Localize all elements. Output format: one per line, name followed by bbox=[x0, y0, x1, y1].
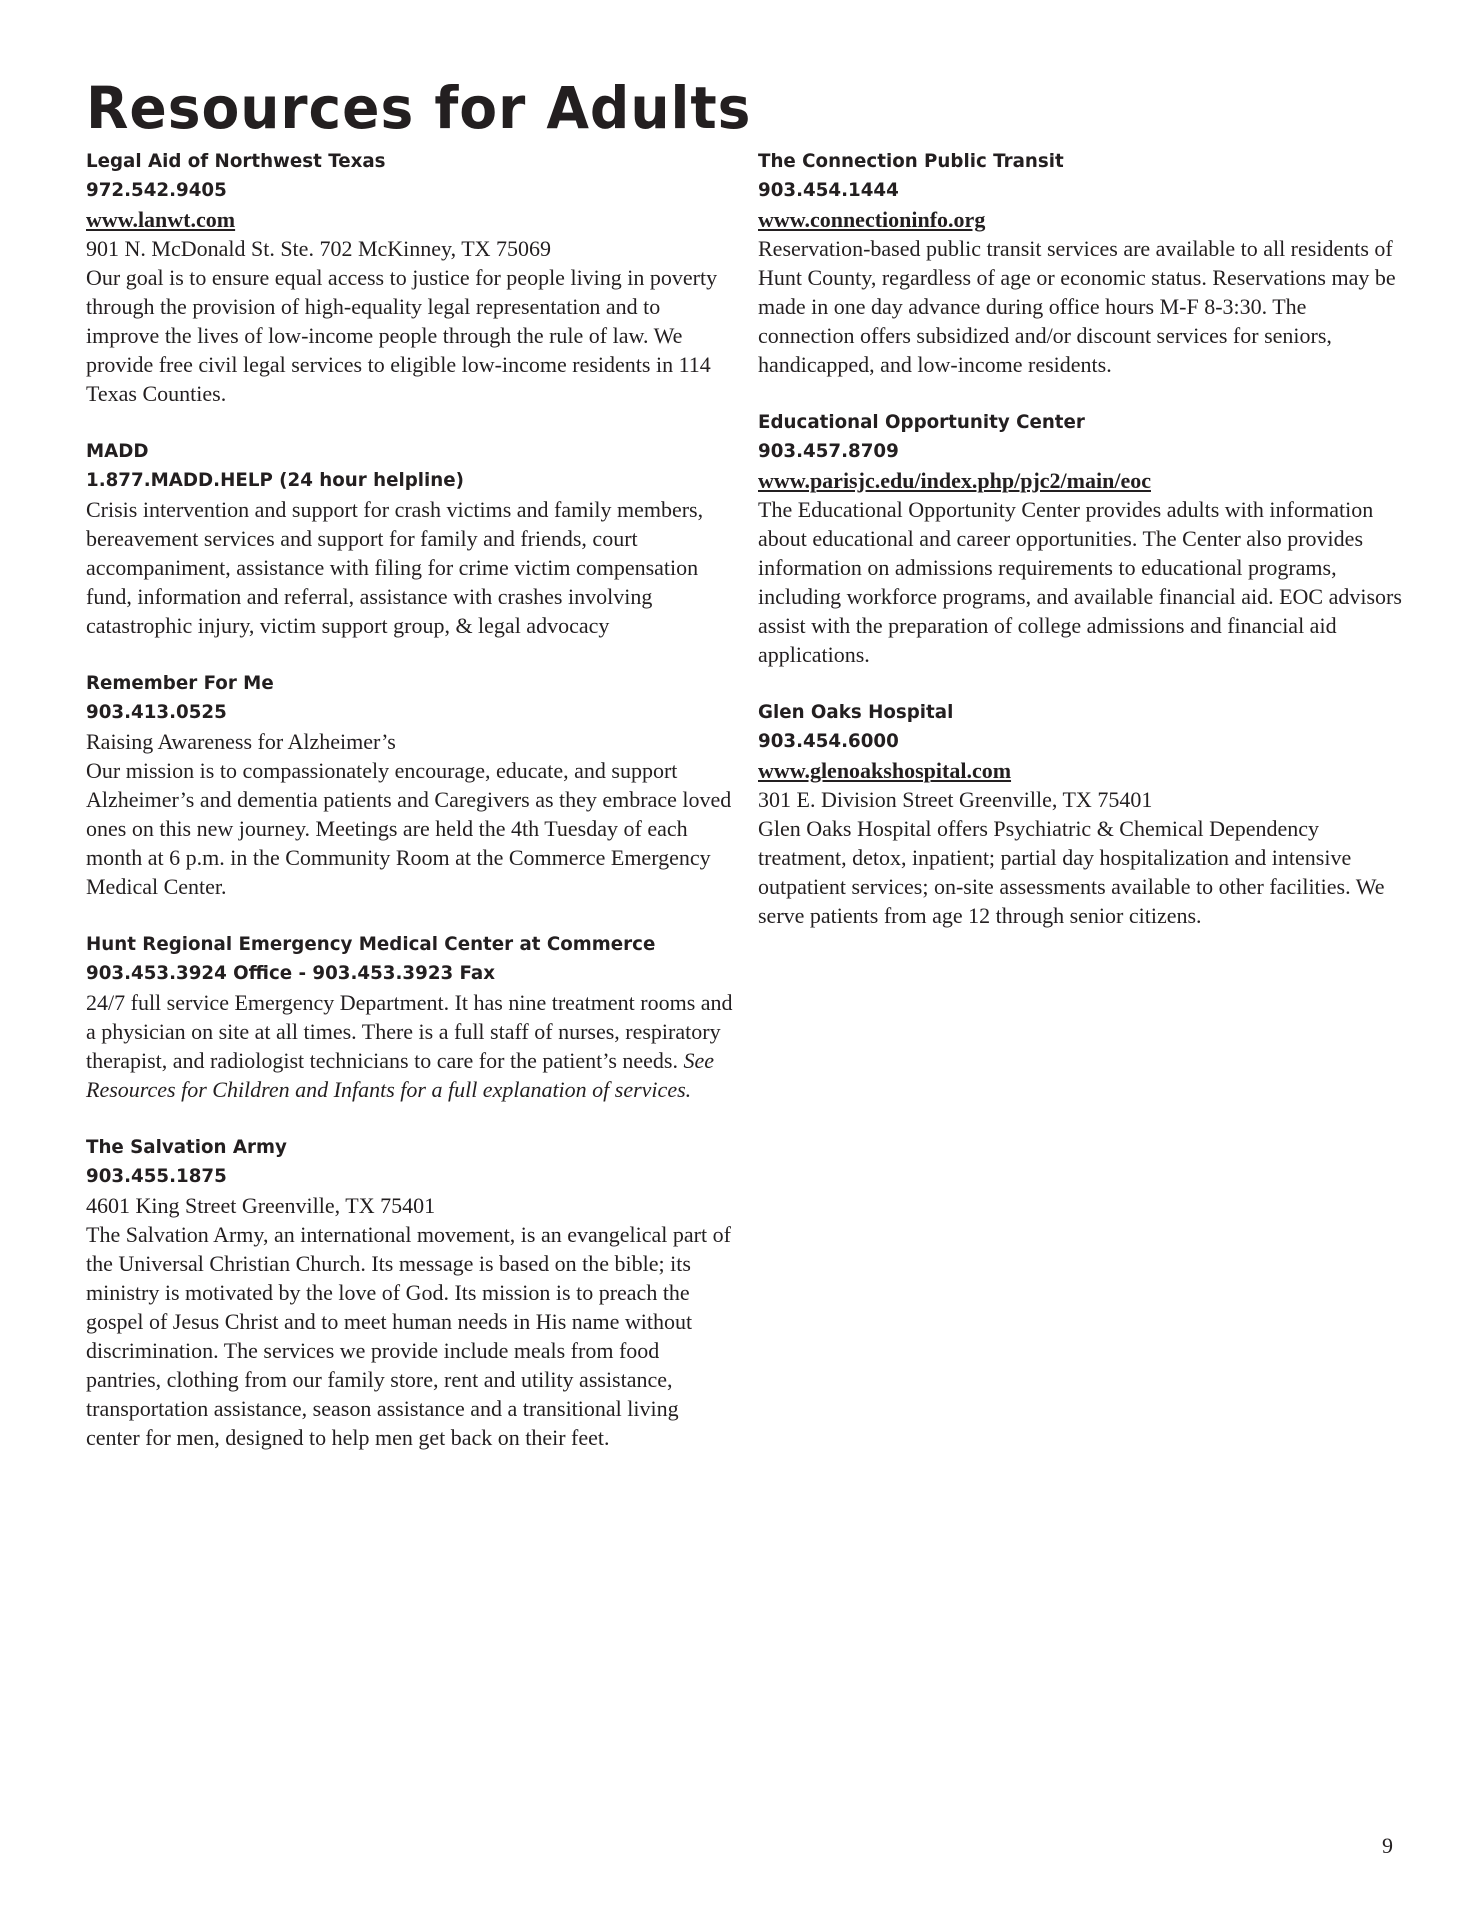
entry-phone: 903.454.6000 bbox=[758, 730, 899, 752]
entry-phone: 903.453.3924 Office - 903.453.3923 Fax bbox=[86, 962, 496, 984]
entry-website-link[interactable]: www.connectioninfo.org bbox=[758, 207, 986, 232]
entry-description: Our mission is to compassionately encourage, educate, and support Alzheimer’s and dementia patients and Caregivers as they embrace loved ones on this new journey. Meetings are held the 4th Tuesday of each month at 6 p.m. in the Community Room at the Commerce Emergency Medical Center. bbox=[86, 758, 732, 899]
entry-phone: 1.877.MADD.HELP (24 hour helpline) bbox=[86, 469, 464, 491]
entry-description: Our goal is to ensure equal access to justice for people living in poverty through the provision of high-equality legal representation and to improve the lives of low-income people through the rule of law. We provide free civil legal services to eligible low-income residents in 114 Texas Counties. bbox=[86, 265, 718, 406]
entry-remember-for-me bbox=[86, 669, 736, 901]
entry-name: Educational Opportunity Center bbox=[758, 411, 1085, 433]
entry-salvation-army bbox=[86, 1133, 736, 1452]
entry-name: The Salvation Army bbox=[86, 1136, 287, 1158]
entry-website-link[interactable]: www.parisjc.edu/index.php/pjc2/main/eoc bbox=[758, 468, 1151, 493]
right-column bbox=[758, 147, 1408, 959]
entry-description: Glen Oaks Hospital offers Psychiatric & Chemical Dependency treatment, detox, inpatient; partial day hospitalization and intensive outpatient services; on-site assessments available to other facilities. We serve patients from age 12 through senior citizens. bbox=[758, 816, 1385, 928]
entry-address: 301 E. Division Street Greenville, TX 75401 bbox=[758, 787, 1153, 812]
page-title: Resources for Adults bbox=[86, 74, 752, 142]
entry-madd bbox=[86, 437, 736, 640]
description-text: 24/7 full service Emergency Department. It has nine treatment rooms and a physician on site at all times. There is a full staff of nurses, respiratory therapist, and radiologist technicians to care for the patient’s needs. bbox=[86, 990, 733, 1073]
entry-phone: 903.455.1875 bbox=[86, 1165, 227, 1187]
entry-name: Glen Oaks Hospital bbox=[758, 701, 954, 723]
entry-description bbox=[86, 988, 736, 1104]
left-column bbox=[86, 147, 736, 1481]
entry-hunt-regional bbox=[86, 930, 736, 1104]
entry-name: Legal Aid of Northwest Texas bbox=[86, 150, 386, 172]
entry-phone: 903.457.8709 bbox=[758, 440, 899, 462]
entry-name: MADD bbox=[86, 440, 149, 462]
entry-website-link[interactable]: www.lanwt.com bbox=[86, 207, 236, 232]
entry-address: 4601 King Street Greenville, TX 75401 bbox=[86, 1193, 436, 1218]
entry-legal-aid bbox=[86, 147, 736, 408]
entry-website-link[interactable]: www.glenoakshospital.com bbox=[758, 758, 1012, 783]
entry-glen-oaks bbox=[758, 698, 1408, 930]
entry-description: The Educational Opportunity Center provides adults with information about educational and career opportunities. The Center also provides information on admissions requirements to educational programs, including workforce programs, and available financial aid. EOC advisors assist with the preparation of college admissions and financial aid applications. bbox=[758, 497, 1402, 667]
description-note: See Resources for Children and Infants for a full explanation of services. bbox=[86, 1048, 715, 1102]
page-number: 9 bbox=[1382, 1833, 1393, 1858]
entry-name: Hunt Regional Emergency Medical Center at Commerce bbox=[86, 933, 656, 955]
entry-phone: 972.542.9405 bbox=[86, 179, 227, 201]
entry-description: Reservation-based public transit services are available to all residents of Hunt County, regardless of age or economic status. Reservations may be made in one day advance during office hours M-F 8-3:30. The connection offers subsidized and/or discount services for seniors, handicapped, and low-income residents. bbox=[758, 236, 1396, 377]
entry-address: 901 N. McDonald St. Ste. 702 McKinney, TX 75069 bbox=[86, 236, 552, 261]
entry-description: The Salvation Army, an international movement, is an evangelical part of the Universal Christian Church. Its message is based on the bible; its ministry is motivated by the love of God. Its mission is to preach the gospel of Jesus Christ and to meet human needs in His name without discrimination. The services we provide include meals from food pantries, clothing from our family store, rent and utility assistance, transportation assistance, season assistance and a transitional living center for men, designed to help men get back on their feet. bbox=[86, 1222, 731, 1450]
entry-name: The Connection Public Transit bbox=[758, 150, 1064, 172]
entry-description: Crisis intervention and support for crash victims and family members, bereavement services and support for family and friends, court accompaniment, assistance with filing for crime victim compensation fund, information and referral, assistance with crashes involving catastrophic injury, victim support group, & legal advocacy bbox=[86, 497, 704, 638]
entry-name: Remember For Me bbox=[86, 672, 274, 694]
entry-phone: 903.454.1444 bbox=[758, 179, 899, 201]
entry-tagline: Raising Awareness for Alzheimer’s bbox=[86, 729, 396, 754]
entry-eoc bbox=[758, 408, 1408, 669]
entry-connection-transit bbox=[758, 147, 1408, 379]
entry-phone: 903.413.0525 bbox=[86, 701, 227, 723]
